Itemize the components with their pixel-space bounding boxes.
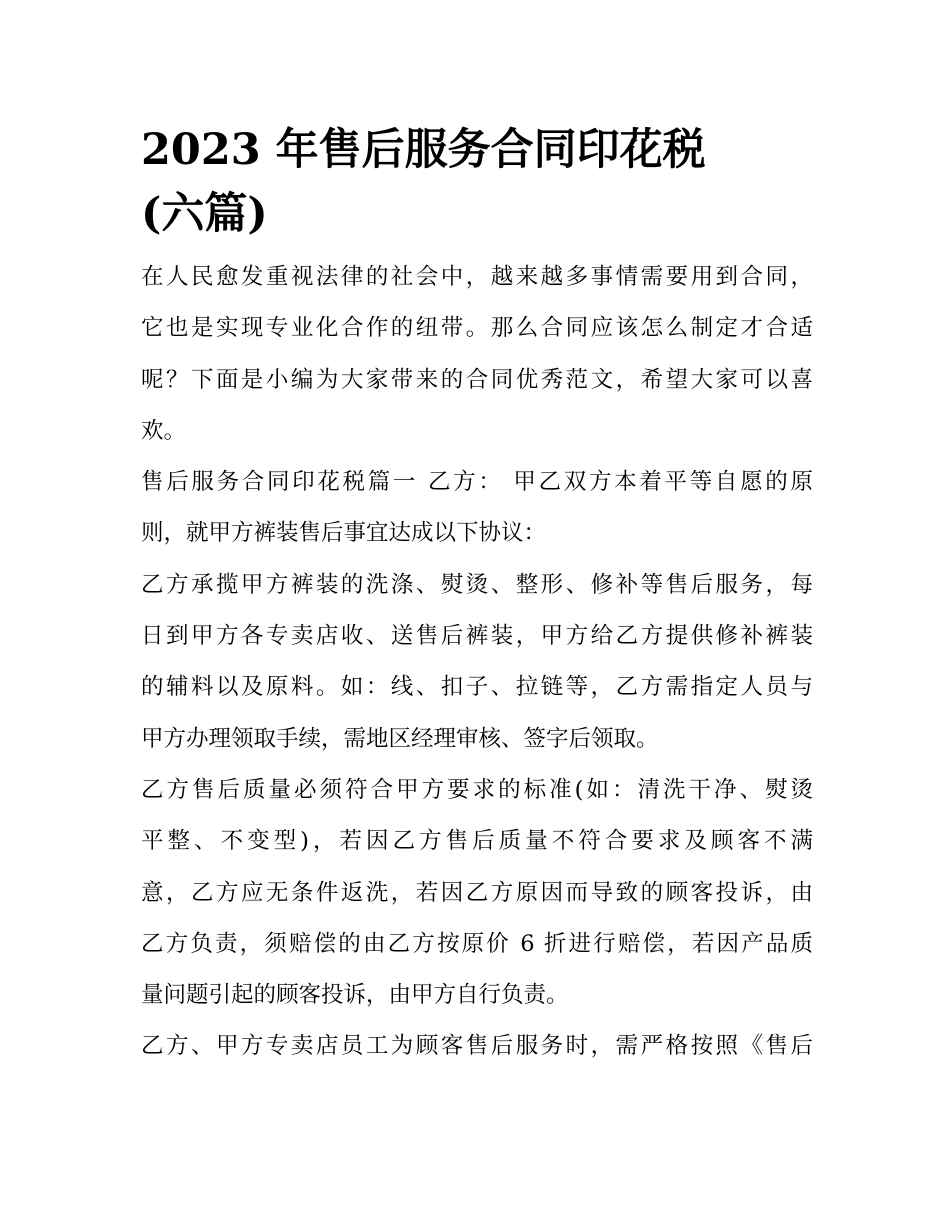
text-line: 乙方负责，须赔偿的由乙方按原价 6 折进行赔偿，若因产品质: [141, 930, 813, 957]
text-line: 乙方、甲方专卖店员工为顾客售后服务时，需严格按照《售后: [141, 1033, 813, 1060]
clause-paragraph: [141, 765, 813, 1021]
text-line: 平整、不变型)，若因乙方售后质量不符合要求及顾客不满: [141, 828, 813, 855]
text-line: 意，乙方应无条件返洗，若因乙方原因而导致的顾客投诉，由: [141, 879, 813, 906]
text-line: 它也是实现专业化合作的纽带。那么合同应该怎么制定才合适: [141, 315, 813, 342]
text-line: 则，就甲方裤装售后事宜达成以下协议：: [141, 520, 547, 547]
text-line: 在人民愈发重视法律的社会中，越来越多事情需要用到合同，: [141, 264, 813, 290]
text-line: 量问题引起的顾客投诉，由甲方自行负责。: [141, 982, 569, 1009]
intro-paragraph: [141, 252, 813, 457]
clause-paragraph: [141, 560, 813, 765]
text-line: 乙方售后质量必须符合甲方要求的标准(如：清洗干净、熨烫: [141, 776, 813, 803]
document-title: [141, 118, 813, 246]
text-line: 乙方承揽甲方裤装的洗涤、熨烫、整形、修补等售后服务，每: [141, 571, 813, 598]
title-line: 2023 年售后服务合同印花税: [141, 125, 706, 175]
text-line: 甲方办理领取手续，需地区经理审核、签字后领取。: [141, 725, 659, 752]
text-line: 欢。: [141, 417, 187, 444]
clause-paragraph: [141, 1021, 813, 1072]
text-line: 呢？下面是小编为大家带来的合同优秀范文，希望大家可以喜: [141, 366, 813, 393]
text-line: 的辅料以及原料。如：线、扣子、拉链等，乙方需指定人员与: [141, 674, 813, 701]
text-line: 售后服务合同印花税篇一 乙方： 甲乙双方本着平等自愿的原: [141, 469, 813, 496]
title-line: (六篇): [141, 189, 268, 239]
text-line: 日到甲方各专卖店收、送售后裤装，甲方给乙方提供修补裤装: [141, 623, 813, 650]
section-heading-paragraph: [141, 457, 813, 560]
document-page: [141, 118, 813, 1073]
